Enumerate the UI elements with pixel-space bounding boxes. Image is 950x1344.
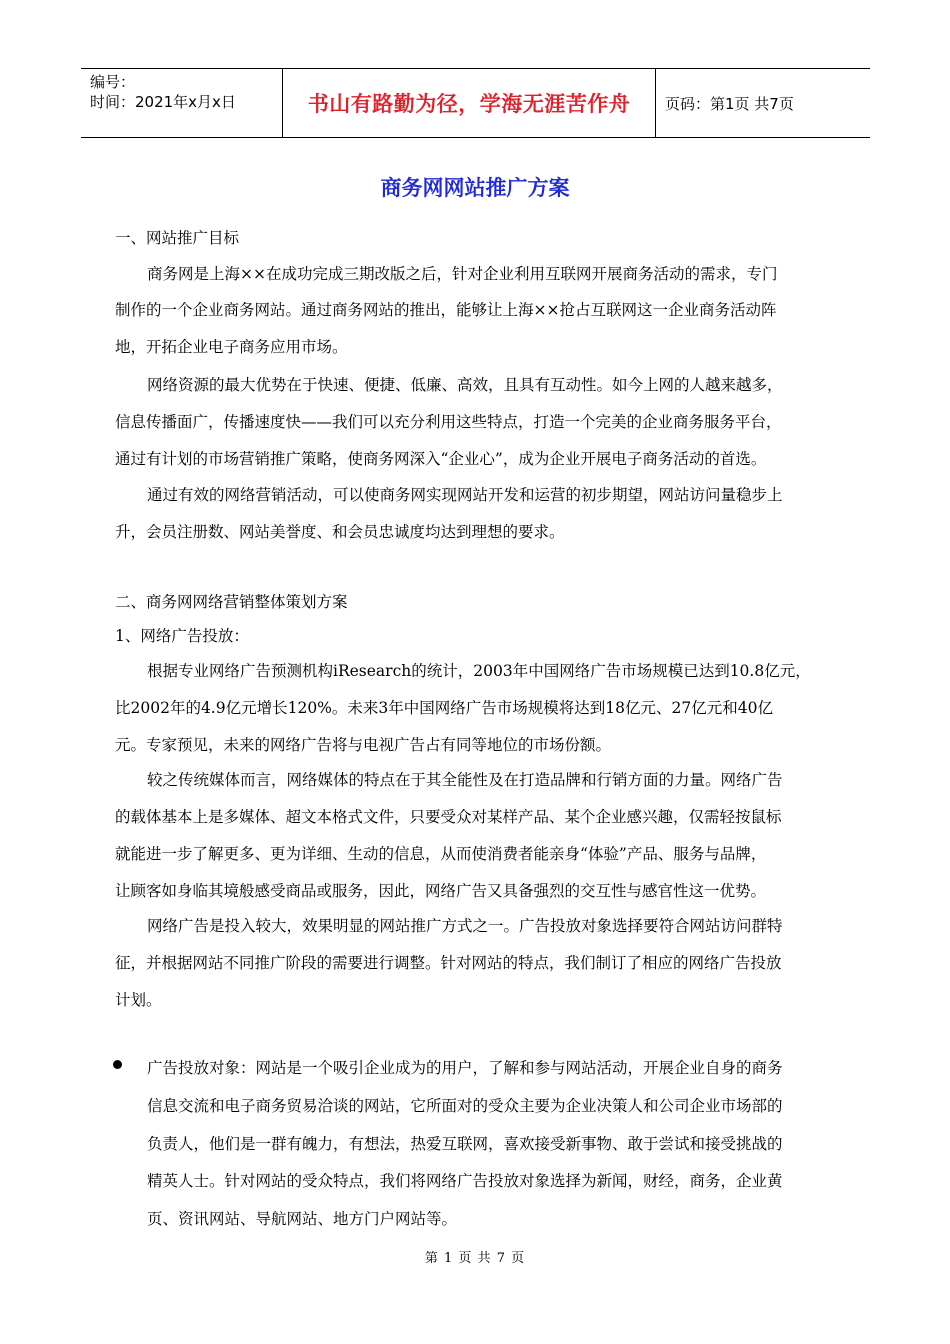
bullet-line: 精英人士。针对网站的受众特点，我们将网络广告投放对象选择为新闻，财经，商务，企业黄 — [147, 1172, 783, 1190]
paragraph-line: 升，会员注册数、网站美誉度、和会员忠诚度均达到理想的要求。 — [115, 523, 565, 541]
paragraph-line: 计划。 — [115, 991, 162, 1009]
paragraph-line: 征，并根据网站不同推广阶段的需要进行调整。针对网站的特点，我们制订了相应的网络广告投放 — [115, 954, 782, 972]
bullet-line: 负责人，他们是一群有魄力，有想法，热爱互联网，喜欢接受新事物、敢于尝试和接受挑战的 — [147, 1135, 783, 1153]
page-label: 页码：第1页 共7页 — [665, 94, 794, 113]
bullet-icon — [113, 1060, 122, 1069]
paragraph-line: 较之传统媒体而言，网络媒体的特点在于其全能性及在打造品牌和行销方面的力量。网络广告 — [147, 771, 783, 789]
paragraph-line: 制作的一个企业商务网站。通过商务网站的推出，能够让上海××抢占互联网这一企业商务活动阵 — [115, 301, 777, 319]
header-meta — [81, 69, 282, 137]
page-footer: 第 1 页 共 7 页 — [424, 1251, 526, 1266]
paragraph-line: 的载体基本上是多媒体、超文本格式文件，只要受众对某样产品、某个企业感兴趣，仅需轻按鼠标 — [115, 808, 782, 826]
header-motto-cell — [282, 69, 656, 137]
paragraph-line: 信息传播面广，传播速度快——我们可以充分利用这些特点，打造一个完美的企业商务服务平台， — [115, 413, 782, 431]
number-label: 编号： — [90, 73, 136, 91]
paragraph-line: 通过有计划的市场营销推广策略，使商务网深入“企业心”，成为企业开展电子商务活动的首选。 — [115, 450, 767, 468]
time-label: 时间：2021年x月x日 — [90, 93, 236, 111]
bullet-line: 页、资讯网站、导航网站、地方门户网站等。 — [147, 1210, 458, 1228]
section-heading: 一、网站推广目标 — [115, 229, 240, 247]
paragraph-line: 元。专家预见，未来的网络广告将与电视广告占有同等地位的市场份额。 — [115, 736, 612, 754]
subsection-heading: 1、网络广告投放： — [115, 627, 249, 645]
bullet-line: 广告投放对象：网站是一个吸引企业成为的用户，了解和参与网站活动，开展企业自身的商务 — [147, 1059, 783, 1077]
paragraph-line: 让顾客如身临其境般感受商品或服务，因此，网络广告又具备强烈的交互性与感官性这一优势。 — [115, 882, 767, 900]
paragraph-line: 比2002年的4.9亿元增长120%。未来3年中国网络广告市场规模将达到18亿元、27亿元和40亿 — [115, 699, 773, 717]
paragraph-line: 商务网是上海××在成功完成三期改版之后，针对企业利用互联网开展商务活动的需求，专门 — [147, 265, 778, 283]
header-table — [81, 68, 870, 138]
paragraph-line: 就能进一步了解更多、更为详细、生动的信息，从而使消费者能亲身“体验”产品、服务与品牌， — [115, 845, 767, 863]
paragraph-line: 地，开拓企业电子商务应用市场。 — [115, 338, 348, 356]
bullet-line: 信息交流和电子商务贸易洽谈的网站，它所面对的受众主要为企业决策人和公司企业市场部的 — [147, 1097, 783, 1115]
paragraph-line: 通过有效的网络营销活动，可以使商务网实现网站开发和运营的初步期望，网站访问量稳步上 — [147, 486, 783, 504]
paragraph-line: 网络广告是投入较大，效果明显的网站推广方式之一。广告投放对象选择要符合网站访问群特 — [147, 917, 783, 935]
motto: 书山有路勤为径，学海无涯苦作舟 — [307, 92, 631, 116]
section-heading: 二、商务网网络营销整体策划方案 — [115, 593, 348, 611]
document-title: 商务网网站推广方案 — [380, 176, 570, 200]
paragraph-line: 根据专业网络广告预测机构iResearch的统计，2003年中国网络广告市场规模已达到10.8亿元， — [147, 662, 811, 680]
paragraph-line: 网络资源的最大优势在于快速、便捷、低廉、高效，且具有互动性。如今上网的人越来越多， — [147, 376, 783, 394]
